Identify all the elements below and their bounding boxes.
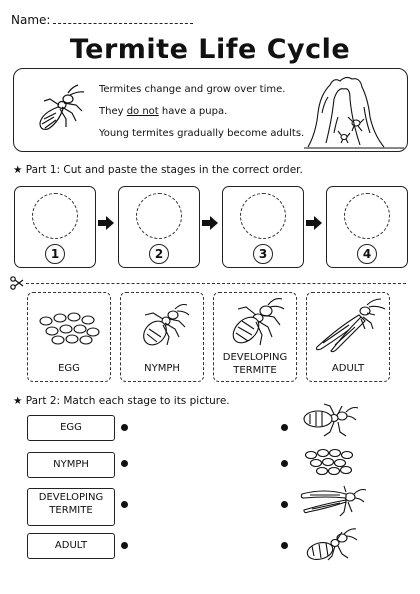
termite-worker-picture-icon	[302, 526, 358, 564]
slot-number: 4	[357, 244, 377, 264]
match-dot-left[interactable]	[121, 460, 128, 467]
termite-mound-icon	[304, 73, 404, 149]
paste-circle	[32, 193, 78, 239]
page-title: Termite Life Cycle	[69, 34, 351, 65]
match-dot-right[interactable]	[281, 501, 288, 508]
intro-line-3: Young termites gradually become adults.	[99, 128, 305, 139]
match-label: NYMPH	[53, 459, 89, 470]
part1-instruction: ★ Part 1: Cut and paste the stages in the correct order.	[13, 164, 303, 176]
card-label: ADULT	[331, 363, 365, 374]
match-dot-right[interactable]	[281, 460, 288, 467]
match-box-developing-termite[interactable]	[27, 488, 115, 526]
match-dot-left[interactable]	[121, 501, 128, 508]
paste-circle	[344, 193, 390, 239]
card-developing-termite[interactable]	[213, 292, 297, 382]
match-label: TERMITE	[49, 505, 93, 516]
arrow-right-icon	[306, 216, 322, 230]
match-dot-left[interactable]	[121, 542, 128, 549]
card-egg[interactable]	[27, 292, 111, 382]
paste-slot-2[interactable]	[118, 186, 200, 268]
intro-line-2-emphasis: do not	[126, 106, 159, 117]
intro-line-2-end: have a pupa.	[158, 106, 228, 117]
match-box-egg[interactable]	[27, 415, 115, 441]
paste-circle	[136, 193, 182, 239]
match-label: ADULT	[54, 540, 88, 551]
card-label: TERMITE	[233, 365, 277, 376]
card-nymph[interactable]	[120, 292, 204, 382]
card-label: EGG	[58, 363, 80, 374]
termite-illustration-icon	[32, 83, 88, 139]
termite-nymph-picture-icon	[302, 402, 358, 440]
slot-number: 3	[253, 244, 273, 264]
paste-slot-4[interactable]	[326, 186, 408, 268]
name-label: Name:	[11, 13, 51, 27]
scissors-icon	[10, 276, 24, 290]
paste-slot-1[interactable]	[14, 186, 96, 268]
arrow-right-icon	[202, 216, 218, 230]
developing-termite-icon	[226, 297, 286, 349]
winged-adult-picture-icon	[300, 484, 366, 520]
egg-cluster-icon	[38, 311, 100, 345]
name-underline	[53, 12, 193, 24]
intro-line-1: Termites change and grow over time.	[99, 84, 286, 95]
cut-line	[26, 283, 406, 284]
paste-circle	[240, 193, 286, 239]
slot-number: 1	[45, 244, 65, 264]
nymph-icon	[135, 301, 191, 353]
card-label: NYMPH	[144, 363, 180, 374]
arrow-right-icon	[98, 216, 114, 230]
intro-line-2	[99, 106, 227, 117]
part2-instruction: ★ Part 2: Match each stage to its picture.	[13, 395, 230, 407]
intro-line-2-start: They	[99, 106, 127, 117]
match-box-nymph[interactable]	[27, 452, 115, 478]
winged-adult-icon	[309, 297, 387, 353]
card-label: DEVELOPING	[222, 352, 288, 363]
match-dot-right[interactable]	[281, 542, 288, 549]
slot-number: 2	[149, 244, 169, 264]
match-box-adult[interactable]	[27, 533, 115, 559]
match-label: DEVELOPING	[38, 492, 104, 503]
card-adult[interactable]	[306, 292, 390, 382]
intro-box	[13, 68, 408, 152]
match-dot-left[interactable]	[121, 424, 128, 431]
egg-cluster-picture-icon	[304, 447, 356, 475]
paste-slot-3[interactable]	[222, 186, 304, 268]
match-dot-right[interactable]	[281, 424, 288, 431]
match-label: EGG	[60, 422, 82, 433]
name-field[interactable]	[11, 12, 193, 27]
